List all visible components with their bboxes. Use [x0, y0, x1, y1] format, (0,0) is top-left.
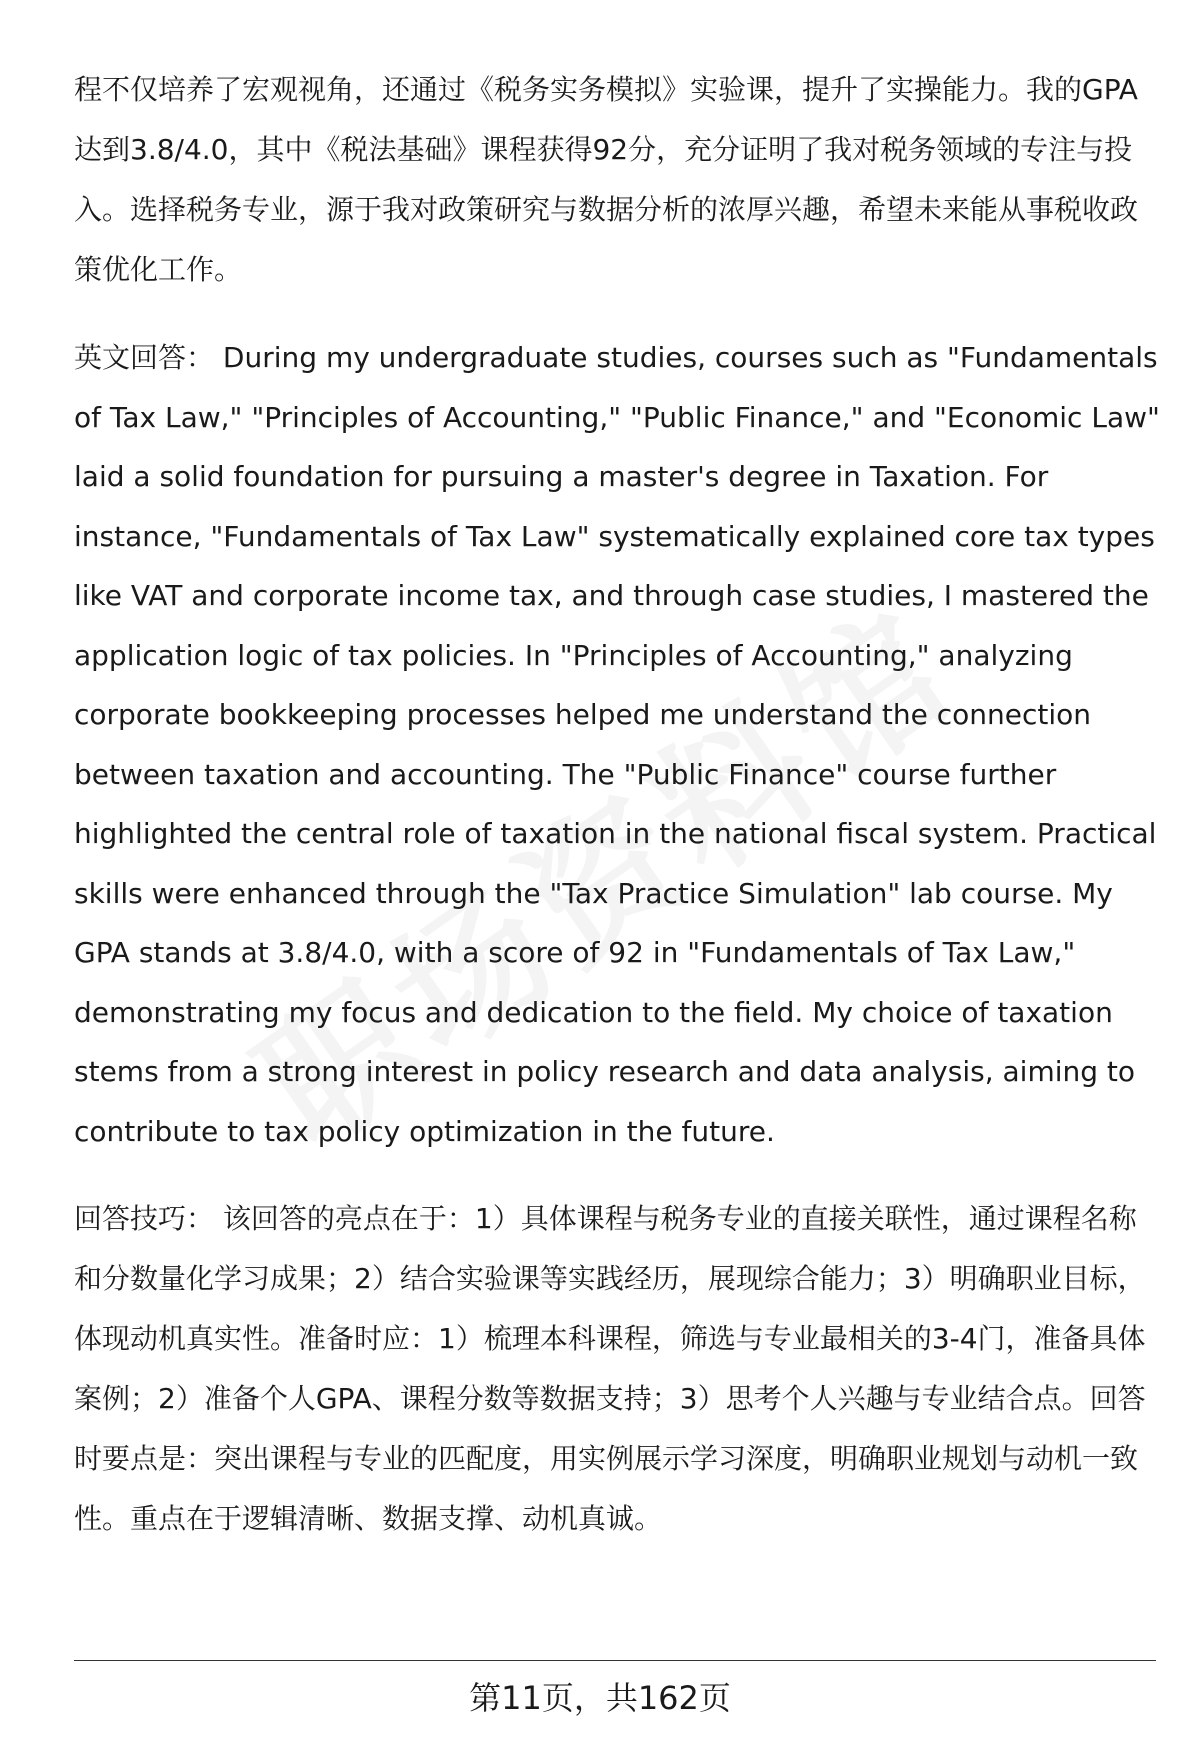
english-answer-text: During my undergraduate studies, courses such as "Fundamentals of Tax Law," "Principles of Accounting," "Public Finance," and "Economic Law" laid a solid foundation for pursuing a master's degree in Taxation. For instance, "Fundamentals of Tax Law" systematically explained core tax types like VAT and corporate income tax, and through case studies, I mastered the application logic of tax policies. In "Principles of Accounting," analyzing corporate bookkeeping processes helped me understand the connection between taxation and accounting. The "Public Finance" course further highlighted the central role of taxation in the national fiscal system. Practical skills were enhanced through the "Tax Practice Simulation" lab course. My GPA stands at 3.8/4.0, with a score of 92 in "Fundamentals of Tax Law," demonstrating my focus and dedication to the field. My choice of taxation stems from a strong interest in policy research and data analysis, aiming to contribute to tax policy optimization in the future.: [74, 341, 1160, 1148]
paragraph-chinese-answer-continued: 程不仅培养了宏观视角，还通过《税务实务模拟》实验课，提升了实操能力。我的GPA达到3.8/4.0，其中《税法基础》课程获得92分，充分证明了我对税务领域的专注与投入。选择税务专业，源于我对政策研究与数据分析的浓厚兴趣，希望未来能从事税收政策优化工作。: [74, 73, 1139, 286]
page-number: 第11页，共162页: [469, 1679, 731, 1717]
footer-divider: [74, 1660, 1156, 1661]
answer-tips-label: 回答技巧：: [74, 1202, 215, 1235]
paragraph-english-answer: [74, 328, 1164, 1161]
answer-tips-text: 该回答的亮点在于：1）具体课程与税务专业的直接关联性，通过课程名称和分数量化学习成果；2）结合实验课等实践经历，展现综合能力；3）明确职业目标，体现动机真实性。准备时应：1）梳理本科课程，筛选与专业最相关的3-4门，准备具体案例；2）准备个人GPA、课程分数等数据支持；3）思考个人兴趣与专业结合点。回答时要点是：突出课程与专业的匹配度，用实例展示学习深度，明确职业规划与动机一致性。重点在于逻辑清晰、数据支撑、动机真诚。: [74, 1202, 1146, 1535]
english-answer-label: 英文回答：: [74, 341, 215, 374]
paragraph-answer-tips: [74, 1189, 1164, 1549]
document-body: [74, 60, 1164, 1577]
